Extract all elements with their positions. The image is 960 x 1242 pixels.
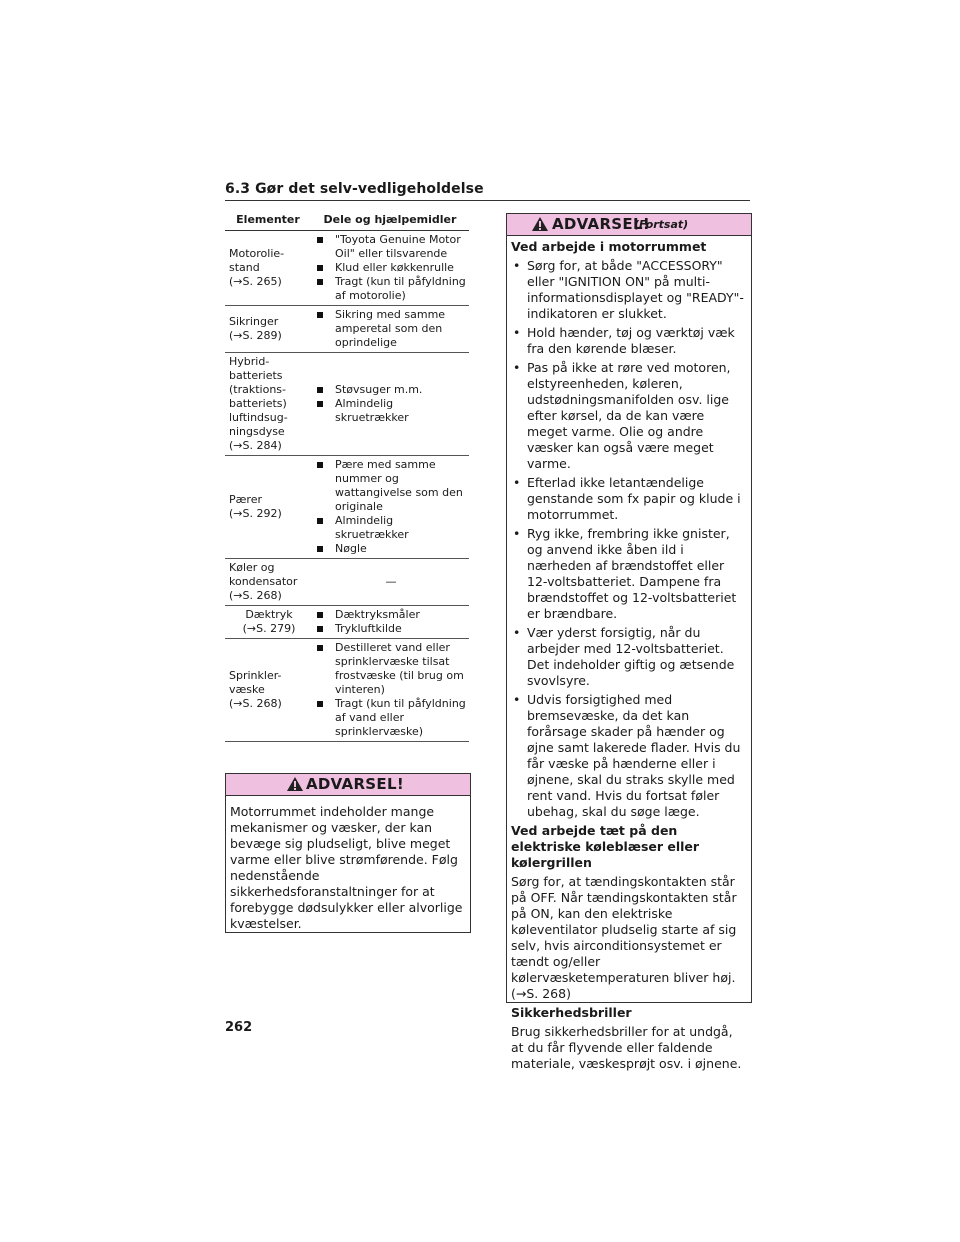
parts-item-text: Almindelig skruetrækker xyxy=(335,397,409,424)
parts-list-item xyxy=(315,397,467,425)
warning-body xyxy=(507,236,751,1072)
square-bullet-icon xyxy=(317,401,323,407)
table-row xyxy=(225,639,469,742)
section-paragraph: Brug sikkerhedsbriller for at undgå, at du får flyvende eller faldende materiale, væskesprøjt osv. i øjnene. xyxy=(511,1024,742,1071)
parts-item-text: Almindelig skruetrækker xyxy=(335,514,409,541)
bullet-dot-icon: • xyxy=(513,692,521,707)
element-cell xyxy=(225,353,311,456)
square-bullet-icon xyxy=(317,626,323,632)
column-header-parts: Dele og hjælpemidler xyxy=(311,212,469,231)
bullet-item xyxy=(511,360,747,472)
bullet-text: Udvis forsigtighed med bremsevæske, da det kan forårsage skader på hænder og øjne samt lakerede flader. Hvis du får væske på hænderne eller i øjnene, skal du straks skylle med rent vand. Hvis du fortsat føler ubehag, skal du søge læge. xyxy=(527,692,741,819)
parts-list xyxy=(315,458,467,556)
parts-list-item xyxy=(315,261,467,275)
warning-icon xyxy=(531,216,549,232)
table-row xyxy=(225,231,469,306)
element-label: Sprinkler- væske (→S. 268) xyxy=(229,669,282,710)
parts-list xyxy=(315,608,467,636)
parts-cell xyxy=(311,231,469,306)
section-header xyxy=(225,178,750,201)
parts-cell xyxy=(311,606,469,639)
parts-list-item xyxy=(315,542,467,556)
parts-list-item xyxy=(315,383,467,397)
warning-box-continued xyxy=(506,213,752,1071)
parts-cell xyxy=(311,353,469,456)
page-number: 262 xyxy=(225,1020,253,1035)
element-label: Dæktryk (→S. 279) xyxy=(242,608,296,635)
warning-title: ADVARSEL! xyxy=(306,775,404,793)
element-cell xyxy=(225,231,311,306)
square-bullet-icon xyxy=(317,237,323,243)
bullet-item xyxy=(511,325,747,357)
bullet-text: Sørg for, at både "ACCESSORY" eller "IGNITION ON" på multi-informationsdisplayet og "READY"-indikatoren er slukket. xyxy=(527,258,744,321)
parts-item-text: "Toyota Genuine Motor Oil" eller tilsvarende xyxy=(335,233,461,260)
bullet-text: Efterlad ikke letantændelige genstande som fx papir og klude i motorrummet. xyxy=(527,475,741,522)
square-bullet-icon xyxy=(317,518,323,524)
parts-item-text: Trykluftkilde xyxy=(335,622,402,635)
section-paragraph: Sørg for, at tændingskontakten står på OFF. Når tændingskontakten står på ON, kan den elektriske køleventilator pludselig starte af sig selv, hvis airconditionsystemet er tændt og/eller kølervæsketemperaturen bliver høj. (→S. 268) xyxy=(511,874,737,1001)
square-bullet-icon xyxy=(317,612,323,618)
parts-item-text: Dæktryksmåler xyxy=(335,608,420,621)
parts-cell xyxy=(311,306,469,353)
warning-subtitle: (Fortsat) xyxy=(634,218,689,231)
parts-list-item xyxy=(315,622,467,636)
warning-text: Motorrummet indeholder mange mekanismer og væsker, der kan bevæge sig pludseligt, blive meget varme eller blive strømførende. Følg nedenstående sikkerhedsforanstaltninger for at forebygge dødsulykker eller alvorlige kvæstelser. xyxy=(230,804,463,931)
square-bullet-icon xyxy=(317,546,323,552)
parts-list xyxy=(315,308,467,350)
table-row xyxy=(225,606,469,639)
element-label: Sikringer (→S. 289) xyxy=(229,315,282,342)
element-cell xyxy=(225,559,311,606)
parts-list-item xyxy=(315,608,467,622)
table-header-row xyxy=(225,212,469,231)
bullet-dot-icon: • xyxy=(513,475,521,490)
parts-item-text: Klud eller køkkenrulle xyxy=(335,261,454,274)
bullet-list xyxy=(511,258,747,820)
parts-list xyxy=(315,641,467,739)
bullet-item xyxy=(511,692,747,820)
bullet-dot-icon: • xyxy=(513,625,521,640)
parts-list-item xyxy=(315,308,467,350)
parts-list-item xyxy=(315,514,467,542)
warning-title: ADVARSEL! xyxy=(552,215,650,233)
square-bullet-icon xyxy=(317,701,323,707)
bullet-text: Hold hænder, tøj og værktøj væk fra den kørende blæser. xyxy=(527,325,735,356)
bullet-item xyxy=(511,526,747,622)
bullet-text: Ryg ikke, frembring ikke gnister, og anvend ikke åben ild i nærheden af brændstoffet eller 12-voltsbatteriet. Dampene fra brændstoffet og 12-voltsbatteriet er brændbare. xyxy=(527,526,737,621)
parts-cell xyxy=(311,559,469,606)
parts-list-item xyxy=(315,275,467,303)
parts-item-text: Tragt (kun til påfyldning af motorolie) xyxy=(335,275,466,302)
parts-list-item xyxy=(315,233,467,261)
square-bullet-icon xyxy=(317,645,323,651)
square-bullet-icon xyxy=(317,265,323,271)
parts-table xyxy=(225,212,469,742)
dash-placeholder: — xyxy=(385,575,397,588)
parts-item-text: Pære med samme nummer og wattangivelse som den originale xyxy=(335,458,463,513)
table-row xyxy=(225,559,469,606)
parts-cell xyxy=(311,456,469,559)
table-row xyxy=(225,456,469,559)
section-heading: Ved arbejde tæt på den elektriske køleblæser eller kølergrillen xyxy=(511,823,700,870)
table-row xyxy=(225,306,469,353)
parts-list-item xyxy=(315,697,467,739)
section-heading: Ved arbejde i motorrummet xyxy=(511,239,707,254)
bullet-dot-icon: • xyxy=(513,360,521,375)
warning-header xyxy=(507,214,751,236)
element-label: Motorolie- stand (→S. 265) xyxy=(229,247,285,288)
parts-item-text: Destilleret vand eller sprinklervæske tilsat frostvæske (til brug om vinteren) xyxy=(335,641,464,696)
square-bullet-icon xyxy=(317,279,323,285)
bullet-item xyxy=(511,625,747,689)
warning-icon xyxy=(286,776,304,792)
square-bullet-icon xyxy=(317,312,323,318)
bullet-item xyxy=(511,258,747,322)
section-title: 6.3 Gør det selv-vedligeholdelse xyxy=(225,181,484,197)
element-cell xyxy=(225,456,311,559)
square-bullet-icon xyxy=(317,387,323,393)
element-cell xyxy=(225,639,311,742)
parts-list-item xyxy=(315,458,467,514)
warning-header xyxy=(226,774,470,796)
parts-item-text: Nøgle xyxy=(335,542,367,555)
parts-cell xyxy=(311,639,469,742)
bullet-text: Vær yderst forsigtig, når du arbejder med 12-voltsbatteriet. Det indeholder giftig og ætsende svovlsyre. xyxy=(527,625,735,688)
bullet-text: Pas på ikke at røre ved motoren, elstyreenheden, køleren, udstødningsmanifolden osv. lige efter kørsel, da de kan være meget varme. Olie og andre væsker kan også være meget varme. xyxy=(527,360,731,471)
warning-box xyxy=(225,773,471,933)
bullet-dot-icon: • xyxy=(513,526,521,541)
bullet-item xyxy=(511,475,747,523)
element-label: Hybrid- batteriets (traktions- batteriets) luftindsug- ningsdyse (→S. 284) xyxy=(229,355,288,452)
square-bullet-icon xyxy=(317,462,323,468)
parts-item-text: Sikring med samme amperetal som den oprindelige xyxy=(335,308,446,349)
section-heading: Sikkerhedsbriller xyxy=(511,1005,632,1020)
parts-item-text: Tragt (kun til påfyldning af vand eller sprinklervæske) xyxy=(335,697,466,738)
parts-item-text: Støvsuger m.m. xyxy=(335,383,423,396)
element-label: Køler og kondensator (→S. 268) xyxy=(229,561,298,602)
element-cell xyxy=(225,306,311,353)
element-label: Pærer (→S. 292) xyxy=(229,493,282,520)
parts-list xyxy=(315,233,467,303)
bullet-dot-icon: • xyxy=(513,258,521,273)
parts-list-item xyxy=(315,641,467,697)
parts-list xyxy=(315,383,467,425)
element-cell xyxy=(225,606,311,639)
column-header-elements: Elementer xyxy=(225,212,311,231)
table-row xyxy=(225,353,469,456)
bullet-dot-icon: • xyxy=(513,325,521,340)
